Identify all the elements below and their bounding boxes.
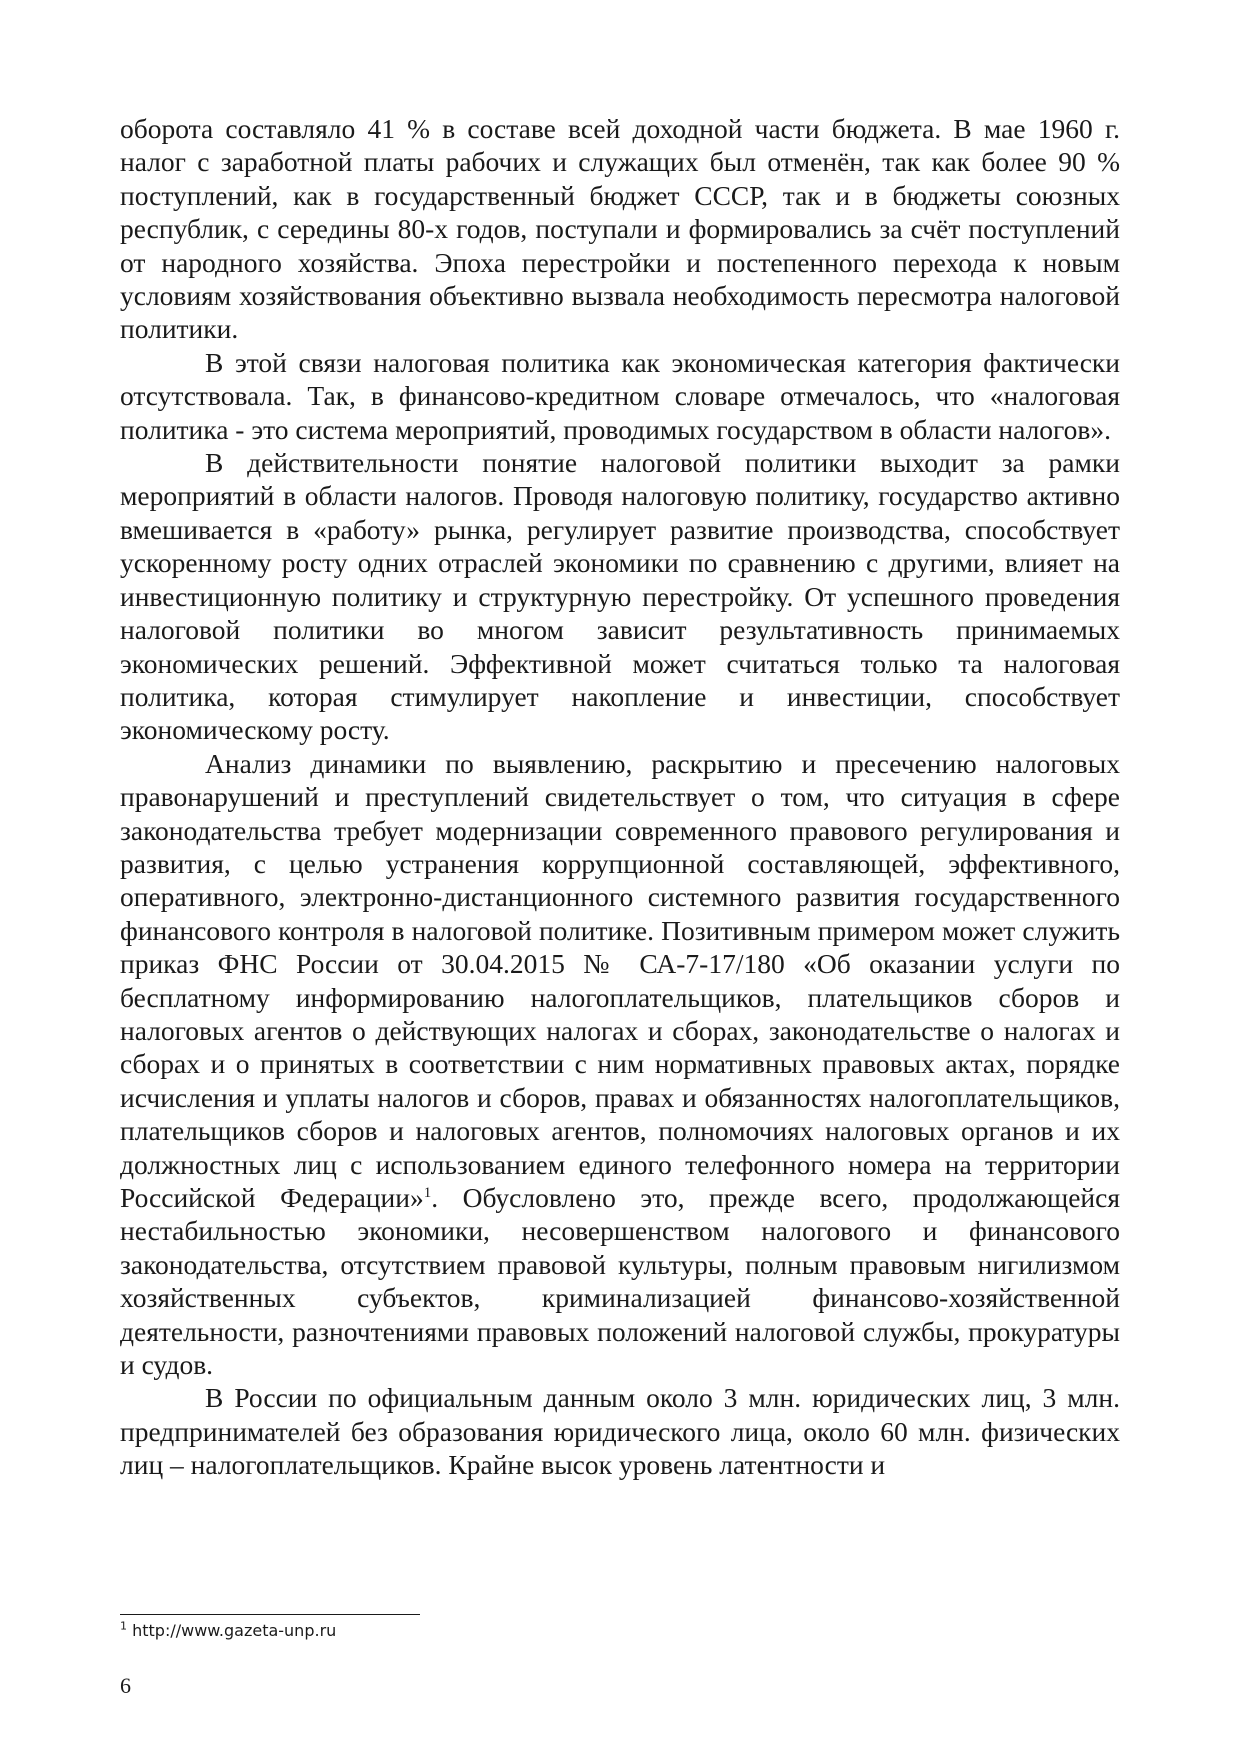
paragraph-4	[120, 747, 1120, 1382]
footnote-separator	[120, 1614, 420, 1615]
footnote-reference[interactable]: 1	[423, 1184, 432, 1201]
footnote-number: 1	[120, 1619, 127, 1633]
paragraph-4-text-after-ref: . Обусловлено это, прежде всего, продолжающейся нестабильностью экономики, несовершенством налогового и финансового законодательства, отсутствием правовой культуры, полным правовым нигилизмом хозяйственных субъектов, криминализацией финансово-хозяйственной деятельности, разночтениями правовых положений налоговой службы, прокуратуры и судов.	[120, 1182, 1120, 1381]
paragraph-2: В этой связи налоговая политика как экономическая категория фактически отсутствовала. Так, в финансово-кредитном словаре отмечалось, что «налоговая политика - это система мероприятий, проводимых государством в области налогов».	[120, 346, 1120, 445]
paragraph-4-text-before-ref: Анализ динамики по выявлению, раскрытию и пресечению налоговых правонарушений и преступлений свидетельствует о том, что ситуация в сфере законодательства требует модернизации современного правового регулирования и развития, с целью устранения коррупционной составляющей, эффективного, оперативного, электронно-дистанционного системного развития государственного финансового контроля в налоговой политике. Позитивным примером может служить приказ ФНС России от 30.04.2015 № СА-7-17/180 «Об оказании услуги по бесплатному информированию налогоплательщиков, плательщиков сборов и налоговых агентов о действующих налогах и сборах, законодательстве о налогах и сборах и о принятых в соответствии с ним нормативных правовых актах, порядке исчисления и уплаты налогов и сборов, правах и обязанностях налогоплательщиков, плательщиков сборов и налоговых агентов, полномочиях налоговых органов и их должностных лиц с использованием единого телефонного номера на территории Российской Федерации»	[120, 747, 1120, 1213]
footnote	[120, 1621, 336, 1641]
page-number: 6	[120, 1673, 131, 1698]
paragraph-3: В действительности понятие налоговой политики выходит за рамки мероприятий в области налогов. Проводя налоговую политику, государство активно вмешивается в «работу» рынка, регулирует развитие производства, способствует ускоренному росту одних отраслей экономики по сравнению с другими, влияет на инвестиционную политику и структурную перестройку. От успешного проведения налоговой политики во многом зависит результативность принимаемых экономических решений. Эффективной может считаться только та налоговая политика, которая стимулирует накопление и инвестиции, способствует экономическому росту.	[120, 447, 1120, 746]
footnote-link[interactable]: http://www.gazeta-unp.ru	[132, 1621, 337, 1640]
paragraph-5: В России по официальным данным около 3 млн. юридических лиц, 3 млн. предпринимателей без образования юридического лица, около 60 млн. физических лиц – налогоплательщиков. Крайне высок уровень латентности и	[120, 1382, 1120, 1481]
body-text	[120, 112, 1120, 1482]
paragraph-1: оборота составляло 41 % в составе всей доходной части бюджета. В мае 1960 г. налог с заработной платы рабочих и служащих был отменён, так как более 90 % поступлений, как в государственный бюджет СССР, так и в бюджеты союзных республик, с середины 80-х годов, поступали и формировались за счёт поступлений от народного хозяйства. Эпоха перестройки и постепенного перехода к новым условиям хозяйствования объективно вызвала необходимость пересмотра налоговой политики.	[120, 113, 1120, 345]
